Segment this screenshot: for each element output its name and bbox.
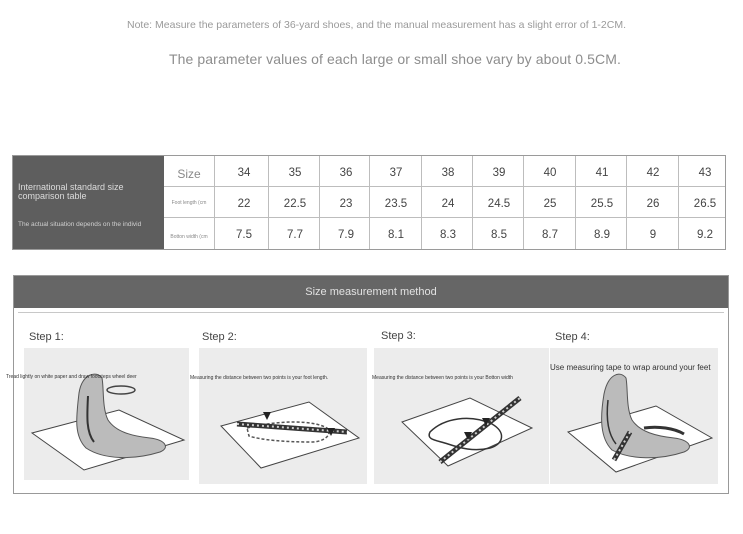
measurement-note: Note: Measure the parameters of 36-yard shoes, and the manual measurement has a slight error of 1-2CM. [127,19,626,31]
table-title: International standard size comparison table [18,182,124,201]
step-2-illustration [199,348,367,484]
step-4-label: Step 4: [555,331,590,343]
row-label-bottom-width: Botton width (cm [170,234,208,240]
foot-length-cell: 23 [339,198,353,210]
column-divider [319,156,320,249]
step-3-label: Step 3: [381,330,416,342]
column-divider [626,156,627,249]
size-cell: 43 [698,167,712,179]
foot-length-cell: 24 [441,198,455,210]
row-divider [164,217,725,218]
column-divider [575,156,576,249]
size-cell: 42 [646,167,660,179]
bottom-width-cell: 8.5 [491,229,507,241]
divider [18,312,724,313]
bottom-width-cell: 9.2 [697,229,713,241]
step-3-caption: Measuring the distance between two points is your Botton width [372,375,513,381]
bottom-width-cell: 7.5 [236,229,252,241]
bottom-width-cell: 9 [649,229,657,241]
size-cell: 40 [543,167,557,179]
foot-length-cell: 25 [543,198,557,210]
size-cell: 41 [595,167,609,179]
step-4-caption: Use measuring tape to wrap around your feet [550,363,711,372]
size-cell: 35 [288,167,302,179]
column-divider [678,156,679,249]
step-2-label: Step 2: [202,331,237,343]
size-cell: 38 [441,167,455,179]
step-3-illustration [374,348,549,484]
foot-length-cell: 25.5 [590,198,614,210]
measurement-method-panel [6,275,729,494]
row-label-size: Size [177,167,201,181]
column-divider [369,156,370,249]
column-divider [214,156,215,249]
column-divider [268,156,269,249]
size-cell: 37 [389,167,403,179]
bottom-width-cell: 7.7 [287,229,303,241]
variance-note: The parameter values of each large or small shoe vary by about 0.5CM. [169,51,622,67]
foot-length-cell: 26.5 [693,198,717,210]
column-divider [472,156,473,249]
step-1-illustration [24,348,189,480]
size-comparison-table [12,155,726,250]
size-cell: 34 [237,167,251,179]
step-2-caption: Measuring the distance between two points is your foot length. [190,375,329,381]
foot-length-cell: 23.5 [384,198,408,210]
foot-length-cell: 22.5 [283,198,307,210]
size-cell: 36 [339,167,353,179]
table-side-note: The actual situation depends on the individ [18,221,142,228]
method-title: Size measurement method [305,286,437,298]
bottom-width-cell: 7.9 [338,229,354,241]
size-cell: 39 [492,167,506,179]
column-divider [421,156,422,249]
bottom-width-cell: 8.1 [388,229,404,241]
step-1-caption: Tread lightly on white paper and draw footsteps wheel deer [6,374,137,380]
foot-length-cell: 24.5 [487,198,511,210]
table-side-header [13,156,164,249]
row-divider [164,186,725,187]
bottom-width-cell: 8.3 [440,229,456,241]
foot-length-cell: 22 [237,198,251,210]
foot-length-cell: 26 [646,198,660,210]
column-divider [523,156,524,249]
method-header-bar [14,276,728,308]
step-1-label: Step 1: [29,331,64,343]
bottom-width-cell: 8.7 [542,229,558,241]
row-label-foot-length: Foot length (cm [171,200,207,206]
bottom-width-cell: 8.9 [594,229,610,241]
